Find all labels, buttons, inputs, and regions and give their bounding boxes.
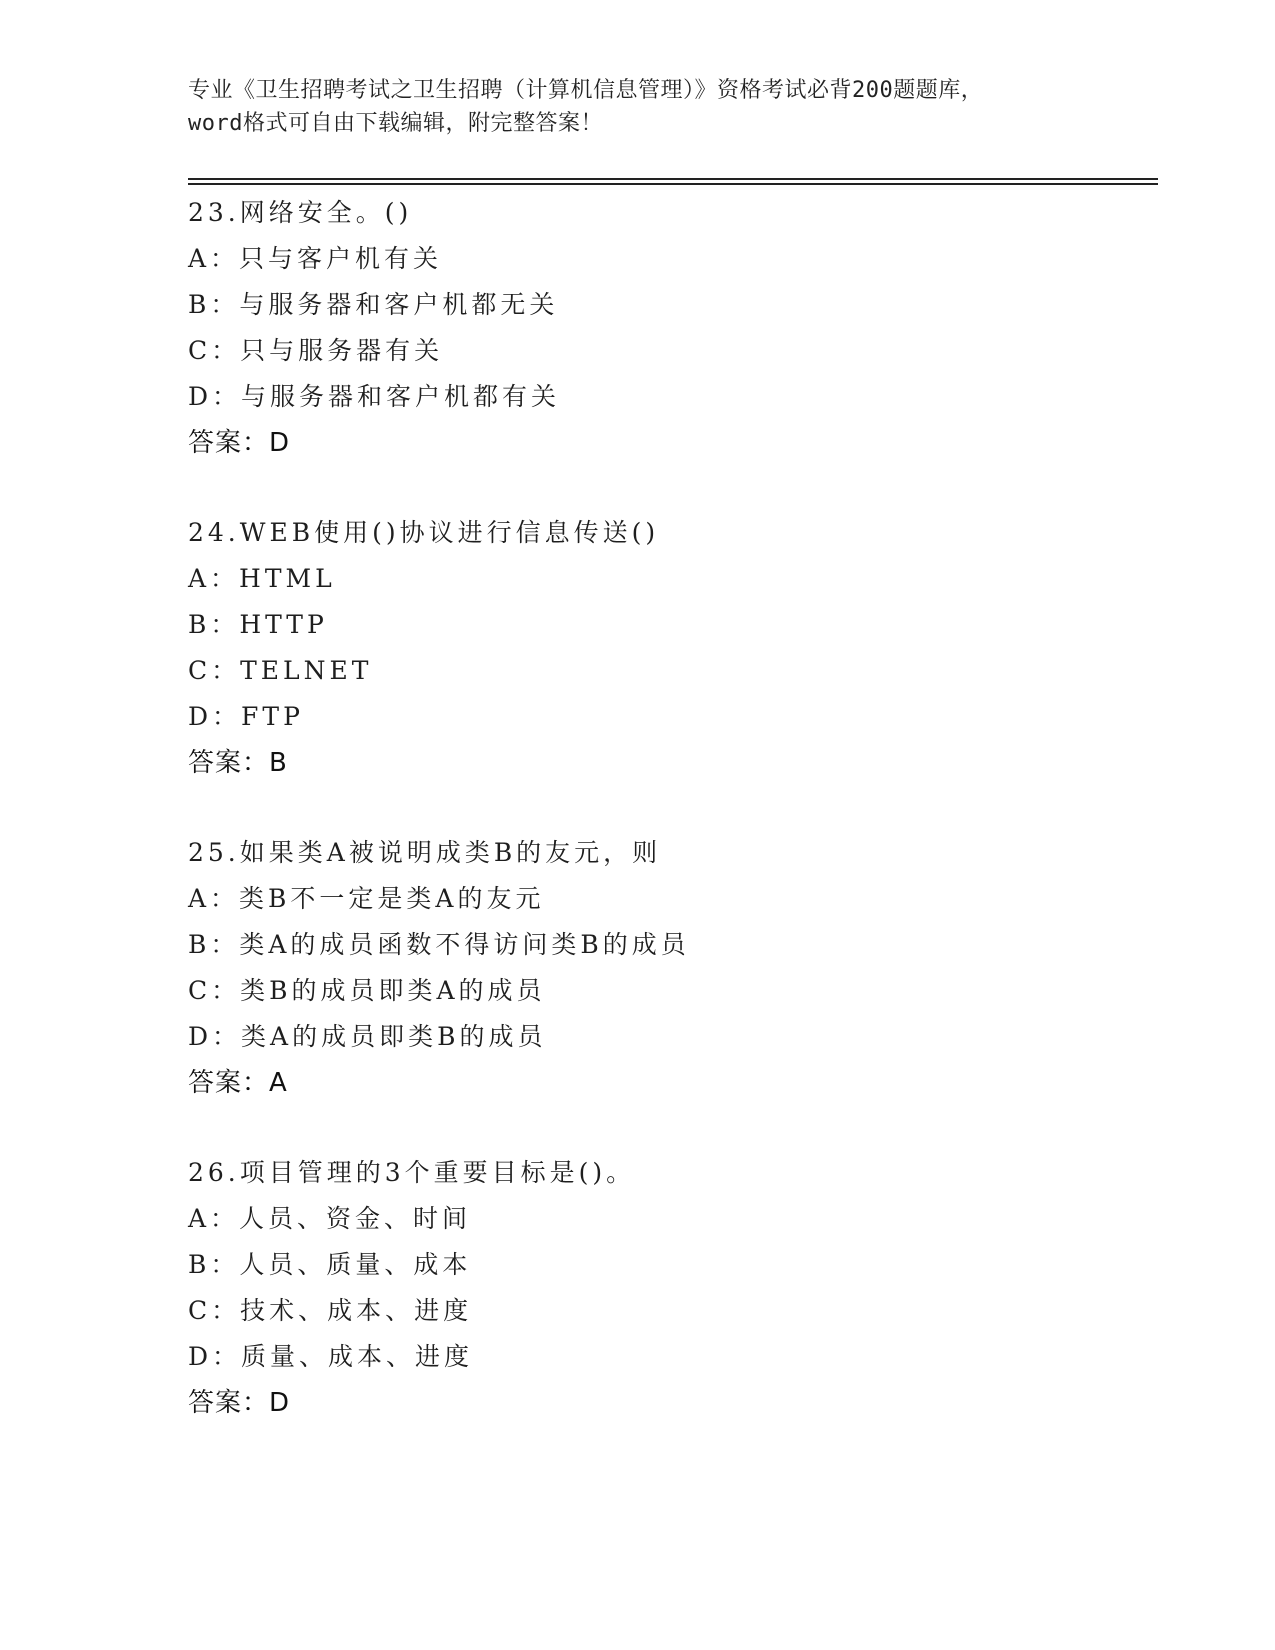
option-b: B：类A的成员函数不得访问类B的成员: [188, 930, 690, 959]
question-list: [188, 190, 1168, 1426]
question-spacer: [188, 466, 1168, 510]
question-text: 24.WEB使用()协议进行信息传送(): [188, 518, 660, 547]
header-divider-top: [188, 178, 1158, 180]
header-divider-bottom: [188, 183, 1158, 185]
answer: 答案：B: [188, 748, 288, 778]
answer: 答案：D: [188, 428, 291, 458]
answer: 答案：A: [188, 1068, 288, 1098]
header-line-1: 专业《卫生招聘考试之卫生招聘（计算机信息管理）》资格考试必背200题题库，: [188, 78, 984, 103]
question-spacer: [188, 786, 1168, 830]
option-d: D：质量、成本、进度: [188, 1342, 474, 1371]
option-a: A：只与客户机有关: [188, 244, 443, 273]
option-c: C：TELNET: [188, 656, 373, 685]
option-b: B：与服务器和客户机都无关: [188, 290, 559, 319]
option-d: D：FTP: [188, 702, 304, 731]
option-c: C：技术、成本、进度: [188, 1296, 473, 1325]
question-26: [188, 1150, 1168, 1426]
question-text: 25.如果类A被说明成类B的友元，则: [188, 838, 662, 867]
option-a: A：HTML: [188, 564, 336, 593]
header-line-2: word格式可自由下载编辑，附完整答案！: [188, 111, 603, 136]
question-24: [188, 510, 1168, 786]
option-a: A：类B不一定是类A的友元: [188, 884, 545, 913]
question-spacer: [188, 1106, 1168, 1150]
question-text: 26.项目管理的3个重要目标是()。: [188, 1158, 636, 1187]
document-header: [188, 74, 1088, 140]
option-d: D：类A的成员即类B的成员: [188, 1022, 547, 1051]
question-text: 23.网络安全。(): [188, 198, 413, 227]
option-b: B：人员、质量、成本: [188, 1250, 472, 1279]
option-a: A：人员、资金、时间: [188, 1204, 472, 1233]
question-25: [188, 830, 1168, 1106]
option-d: D：与服务器和客户机都有关: [188, 382, 561, 411]
option-c: C：只与服务器有关: [188, 336, 444, 365]
option-c: C：类B的成员即类A的成员: [188, 976, 546, 1005]
question-23: [188, 190, 1168, 466]
option-b: B：HTTP: [188, 610, 328, 639]
answer: 答案：D: [188, 1388, 291, 1418]
